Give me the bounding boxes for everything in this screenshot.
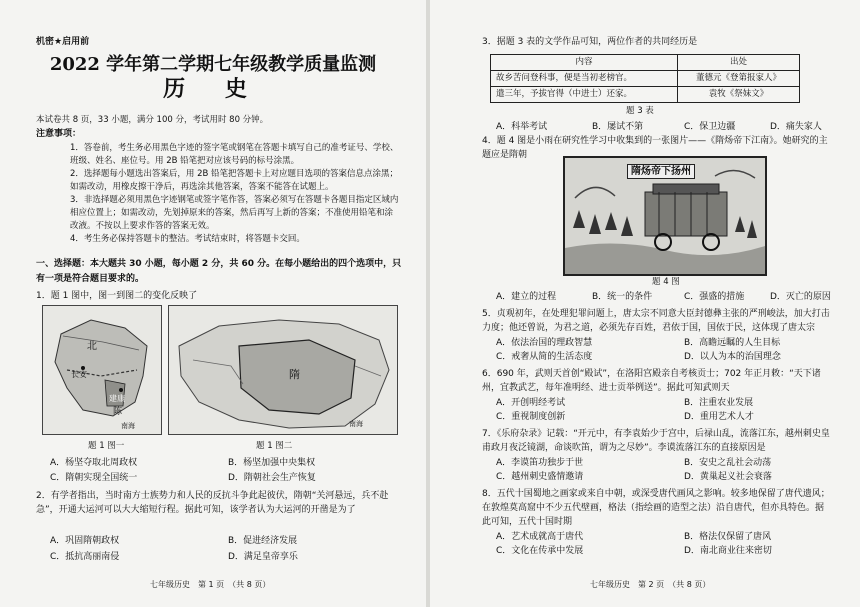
option-q2-a: A．巩固隋朝政权 bbox=[50, 536, 120, 546]
option-q5-d: D．以人为本的治国理念 bbox=[684, 352, 781, 362]
option-q1-c: C．隋朝实现全国统一 bbox=[50, 473, 138, 483]
question-8: 8．五代十国蜀地之画家或来自中朝，或深受唐代画风之影响。较多地保留了唐代遗风；在敦煌莫高窟中不少五代壁画，格法（指绘画的造型之法）沿自唐代，但亦具特色。据此可知，五代十国时期 bbox=[482, 489, 830, 527]
table-cell: 遣三年，予拔官得（中进士）还家。 bbox=[491, 87, 678, 103]
figure-4-caption: 题 4 图 bbox=[652, 277, 680, 287]
exam-intro: 本试卷共 8 页，33 小题，满分 100 分，考试用时 80 分钟。 bbox=[36, 115, 269, 125]
map-1-label-changan: 长安 bbox=[71, 370, 87, 379]
option-q2-d: D．满足皇帝享乐 bbox=[228, 552, 298, 562]
confidential-label: 机密★启用前 bbox=[36, 37, 90, 47]
table-cell: 故乡苦问登科事，便是当初老榜官。 bbox=[491, 71, 678, 87]
table-cell: 袁牧《祭妹文》 bbox=[677, 87, 799, 103]
option-q5-b: B．高瞻远瞩的人生目标 bbox=[684, 338, 781, 348]
option-q2-b: B．促进经济发展 bbox=[228, 536, 298, 546]
figure-4-woodcut bbox=[563, 156, 767, 276]
option-q1-d: D．隋朝社会生产恢复 bbox=[228, 473, 316, 483]
section-heading: 一、选择题：本大题共 30 小题，每小题 2 分，共 60 分。在每小题给出的四个选项中，只有一项是符合题目要求的。 bbox=[36, 259, 402, 284]
table-row bbox=[491, 71, 800, 87]
option-q2-c: C．抵抗高丽南侵 bbox=[50, 552, 120, 562]
option-q6-c: C．重视制度创新 bbox=[496, 412, 566, 422]
option-q6-b: B．注重农业发展 bbox=[684, 398, 754, 408]
table-cell: 董德元《登第报家人》 bbox=[677, 71, 799, 87]
question-5: 5．贞观初年，在处理犯罪问题上，唐太宗不同意大臣封德彝主张的严刑峻法，加大打击力度；他还曾说，为君之道，必须先存百姓，君依于国，国依于民，这体现了唐太宗 bbox=[482, 309, 830, 333]
notice-item: 2．选择题每小题选出答案后，用 2B 铅笔把答题卡上对应题目选项的答案信息点涂黑；如需改动，用橡皮擦干净后，再选涂其他答案，答案不能答在试题上。 bbox=[70, 169, 399, 192]
option-q3-c: C．保卫边疆 bbox=[684, 122, 736, 132]
option-q4-a: A．建立的过程 bbox=[496, 292, 557, 302]
notice-item: 1．答卷前，考生务必用黑色字迹的签字笔或钢笔在答题卡填写自己的准考证号、学校、班级、姓名、座位号。用 2B 铅笔把对应该号码的标号涂黑。 bbox=[70, 143, 399, 166]
page-footer-1: 七年级历史 第 1 页 （共 8 页） bbox=[150, 580, 271, 589]
option-q7-a: A．李谟笛功独步于世 bbox=[496, 458, 584, 468]
map-2-caption: 题 1 图二 bbox=[256, 441, 293, 451]
map-1-label-sea: 南海 bbox=[121, 422, 135, 430]
map-1-caption: 题 1 图一 bbox=[88, 441, 125, 451]
option-q8-b: B．格法仅保留了唐风 bbox=[684, 532, 772, 542]
option-q1-a: A．杨坚夺取北周政权 bbox=[50, 458, 138, 468]
option-q7-c: C．越州刺史盛情邀请 bbox=[496, 472, 584, 482]
option-q7-b: B．安史之乱社会动荡 bbox=[684, 458, 772, 468]
option-q8-a: A．艺术成就高于唐代 bbox=[496, 532, 584, 542]
page-2 bbox=[430, 0, 860, 607]
option-q6-a: A．开创明经考试 bbox=[496, 398, 566, 408]
option-q5-a: A．依法治国的理政智慧 bbox=[496, 338, 593, 348]
option-q4-c: C．强盛的措施 bbox=[684, 292, 745, 302]
question-3: 3．据题 3 表的文学作品可知，两位作者的共同经历是 bbox=[482, 37, 698, 47]
exam-title: 2022 学年第二学期七年级教学质量监测 bbox=[49, 54, 377, 75]
map-2-label-sui: 隋 bbox=[289, 368, 300, 381]
page-footer-2: 七年级历史 第 2 页 （共 8 页） bbox=[590, 580, 711, 589]
map-figure-2 bbox=[168, 305, 398, 435]
question-4: 4．题 4 图是小雨在研究性学习中收集到的一张图片——《隋炀帝下江南》。她研究的主题应是隋朝 bbox=[482, 136, 828, 160]
woodcut-banner: 隋炀帝下扬州 bbox=[627, 164, 695, 179]
subject-title: 历 史 bbox=[163, 76, 263, 102]
option-q7-d: D．黄巢起义社会衰落 bbox=[684, 472, 772, 482]
map-2-label-sea: 南海 bbox=[349, 420, 363, 428]
page-1 bbox=[0, 0, 426, 607]
table-row bbox=[491, 87, 800, 103]
option-q5-c: C．戒奢从简的生活态度 bbox=[496, 352, 593, 362]
table-header-cell: 内容 bbox=[491, 55, 678, 71]
option-q1-b: B．杨坚加强中央集权 bbox=[228, 458, 316, 468]
table-3-caption: 题 3 表 bbox=[626, 106, 654, 116]
option-q6-d: D．重用艺术人才 bbox=[684, 412, 754, 422]
option-q4-d: D．灭亡的原因 bbox=[770, 292, 831, 302]
map-figure-1 bbox=[42, 305, 162, 435]
map-1-label-north: 北 bbox=[87, 341, 97, 352]
question-7: 7．《乐府杂录》记载：“开元中，有李袁始少于宫中，后禄山乱，流落江东，越州刺史皇甫政月夜泛镜湖，命谈吹笛，谓为之尽妙”。李谟流落江东的直接原因是 bbox=[482, 429, 830, 453]
table-3 bbox=[490, 54, 800, 103]
question-6: 6．690 年，武则天首创“殿试”，在洛阳宫殿亲自考核贡士；702 年正月敕：“天下诸州，宜教武艺，每年准明经、进士贡举例送”。据此可知武则天 bbox=[482, 369, 821, 393]
map-1-label-chen: 陈 bbox=[113, 407, 123, 417]
notice-item: 4．考生务必保持答题卡的整洁。考试结束时，将答题卡交回。 bbox=[70, 234, 305, 244]
question-1: 1．题 1 图中，图一到图二的变化反映了 bbox=[36, 291, 198, 301]
map-1-graphic bbox=[43, 306, 161, 434]
notice-item: 3．非选择题必须用黑色字迹钢笔或签字笔作答，答案必须写在答题卡各题目指定区域内相应位置上；如需改动，先划掉原来的答案，然后再写上新的答案；不准使用铅笔和涂改液。不按以上要求作答的答案无效。 bbox=[70, 195, 399, 231]
map-2-graphic bbox=[169, 306, 397, 434]
table-header-cell: 出处 bbox=[677, 55, 799, 71]
option-q3-b: B．屡试不第 bbox=[592, 122, 644, 132]
question-2: 2．有学者指出，当时南方士族势力和人民的反抗斗争此起彼伏，隋朝“关河悬远，兵不赴急”，开通大运河可以大大缩短行程。据此可知，该学者认为大运河的开凿是为了 bbox=[36, 491, 389, 515]
option-q8-d: D．南北商业往来密切 bbox=[684, 546, 772, 556]
option-q3-d: D．痛失家人 bbox=[770, 122, 822, 132]
option-q4-b: B．统一的条件 bbox=[592, 292, 653, 302]
notice-heading: 注意事项： bbox=[36, 129, 82, 139]
option-q8-c: C．文化在传承中发展 bbox=[496, 546, 584, 556]
option-q3-a: A．科举考试 bbox=[496, 122, 548, 132]
map-1-label-jiankang: 建康 bbox=[109, 394, 125, 403]
table-header-row bbox=[491, 55, 800, 71]
